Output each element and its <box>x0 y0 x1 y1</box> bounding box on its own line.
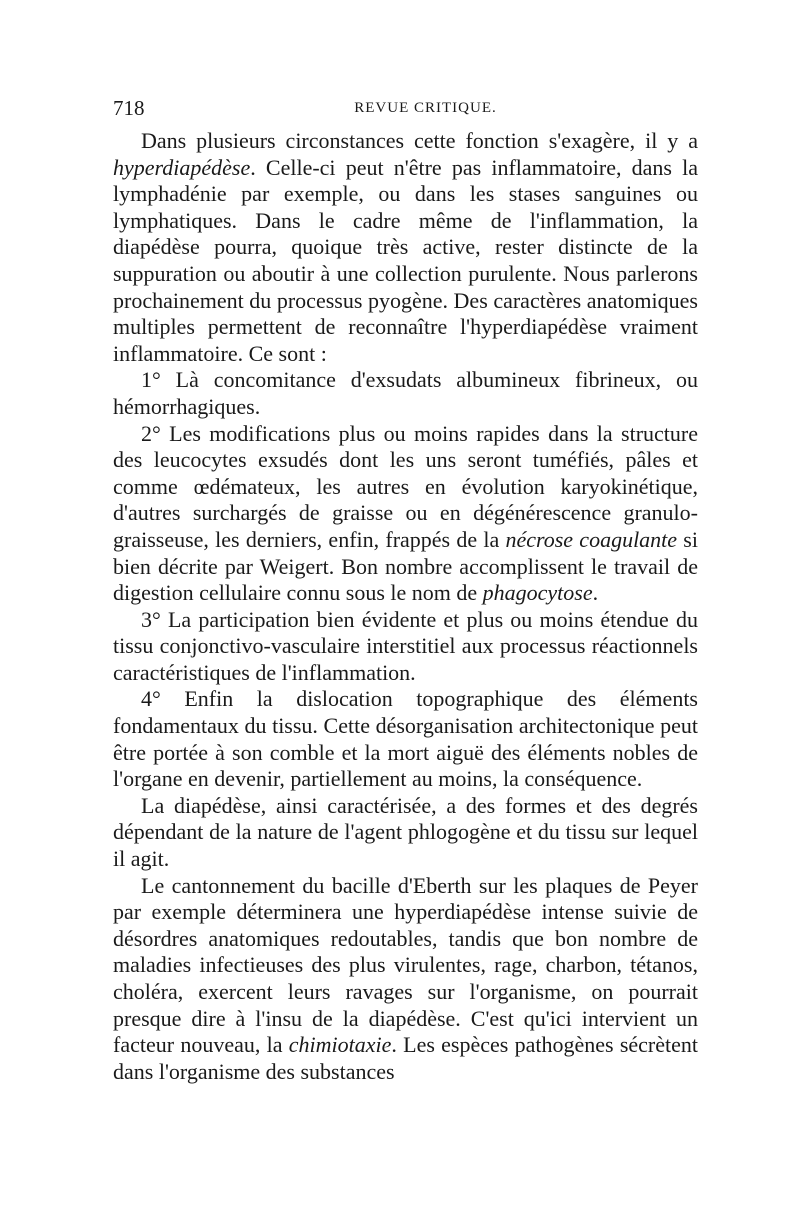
text-run: 4° Enfin la dislocation topographique des éléments fondamentaux du tissu. Cette désorganisation architectonique peut être portée à son comble et la mort aiguë des éléments nobles de l'organe en devenir, partiellement au moins, la conséquence. <box>113 686 698 792</box>
text-run: Dans plusieurs circonstances cette fonction s'exagère, il y a <box>141 128 698 153</box>
italic-term: hyperdiapédèse <box>113 154 251 180</box>
text-run: si bien décrite par Weigert. Bon nombre accomplissent le travail de digestion cellulaire connu sous le nom de <box>113 526 698 606</box>
paragraph-diapedese <box>113 793 698 873</box>
text-run: 1° Là concomitance d'exsudats albumineux fibrineux, ou hémorrhagiques. <box>113 367 698 419</box>
paragraph-item-1 <box>113 367 698 420</box>
paragraph-intro <box>113 128 698 367</box>
paragraph-item-2 <box>113 421 698 607</box>
text-run: 2° Les modifications plus ou moins rapides dans la structure des leucocytes exsudés dont les uns seront tuméfiés, pâles et comme œdémateux, les autres en évolution karyokinétique, d'autres surchargés de graisse ou en dégénérescence granulo-graisseuse, les derniers, enfin, frappés de la <box>113 420 698 552</box>
italic-term: nécrose coagulante <box>505 526 678 552</box>
text-run: Le cantonnement du bacille d'Eberth sur les plaques de Peyer par exemple déterminera une hyperdiapédèse intense suivie de désordres anatomiques redoutables, tandis que bon nombre de maladies infectieuses des plus virulentes, rage, charbon, tétanos, choléra, exercent leurs ravages sur l'organisme, on pourrait presque dire à l'insu de la diapédèse. C'est qu'ici intervient un facteur nouveau, la <box>113 872 698 1058</box>
page-number: 718 <box>113 96 145 120</box>
paragraph-eberth <box>113 873 698 1086</box>
paragraph-item-4 <box>113 686 698 792</box>
text-run: La diapédèse, ainsi caractérisée, a des formes et des degrés dépendant de la nature de l'agent phlogogène et du tissu sur lequel il agit. <box>113 792 698 872</box>
text-run: . <box>592 580 599 606</box>
text-run: . Celle-ci peut n'être pas inflammatoire, dans la lymphadénie par exemple, ou dans les stases sanguines ou lymphatiques. Dans le cadre même de l'inflammation, la diapédèse pourra, quoique très active, rester distincte de la suppuration ou aboutir à une collection purulente. Nous parlerons prochainement du processus pyogène. Des caractères anatomiques multiples permettent de reconnaître l'hyperdiapédèse vraiment inflammatoire. Ce sont : <box>113 154 698 366</box>
paragraph-item-3 <box>113 607 698 687</box>
text-run: . Les espèces pathogènes sécrètent dans l'organisme des substances <box>113 1032 699 1084</box>
page-header <box>113 96 698 126</box>
italic-term: phagocytose <box>482 580 593 606</box>
text-run: 3° La participation bien évidente et plus ou moins étendue du tissu conjonctivo-vasculaire interstitiel aux processus réactionnels caractéristiques de l'inflammation. <box>113 606 698 685</box>
italic-term: chimiotaxie <box>288 1032 392 1058</box>
running-head: REVUE CRITIQUE. <box>354 100 497 116</box>
body-text <box>113 128 698 1085</box>
